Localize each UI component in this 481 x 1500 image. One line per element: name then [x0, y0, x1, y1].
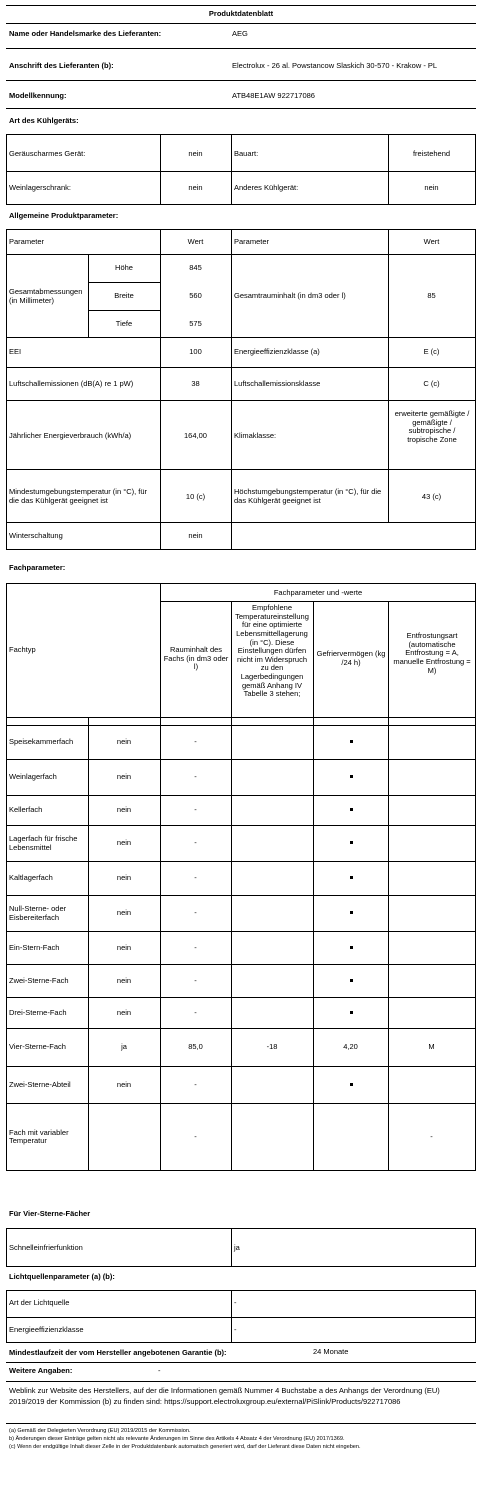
compartment-volume: - — [194, 975, 197, 985]
col-value: Wert — [423, 237, 440, 246]
quick-freeze-value: ja — [234, 1243, 240, 1252]
winter-label: Winterschaltung — [9, 531, 63, 540]
compartment-volume: - — [194, 873, 197, 882]
type-value: nein — [188, 149, 203, 158]
col-temp: Empfohlene Temperatureinstellung für eine optimierte Lebensmittellagerung (in °C). Diese Einstellungen dürfen nicht im Widerspruch zu den Lagerbedingungen gemäß Anhang IV Tabelle 3 stehen; — [235, 603, 309, 699]
col-type: Fachtyp — [9, 645, 36, 654]
compartment-name: Drei-Sterne-Fach — [9, 1007, 67, 1017]
light-heading: Lichtquellenparameter (a) (b): — [9, 1272, 115, 1281]
compartment-volume: - — [194, 737, 197, 746]
type-value: freistehend — [412, 149, 451, 158]
bullet-marker — [350, 979, 353, 982]
compartment-volume: - — [194, 908, 197, 917]
dims-label: Gesamtabmessungen (in Millimeter) — [9, 287, 83, 305]
eei-label: EEI — [9, 347, 22, 356]
page-title: Produktdatenblatt — [208, 9, 274, 18]
max-temp-value: 43 (c) — [421, 492, 442, 501]
light-class-label: Energieeffizienzklasse — [9, 1325, 84, 1334]
compartment-present: ja — [121, 1042, 127, 1051]
model-value: ATB48E1AW 922717086 — [232, 91, 315, 100]
compartment-present: nein — [116, 908, 132, 917]
bullet-marker — [350, 808, 353, 811]
col-volume: Rauminhalt des Fachs (in dm3 oder l) — [163, 645, 229, 672]
bullet-marker — [350, 876, 353, 879]
noise-label: Luftschallemissionen (dB(A) re 1 pW) — [9, 379, 134, 388]
quick-freeze-label: Schnelleinfrierfunktion — [9, 1243, 83, 1252]
compartment-present: nein — [116, 1007, 132, 1017]
energy-class-value: E (c) — [423, 347, 440, 356]
compartment-group-header: Fachparameter und -werte — [273, 588, 363, 597]
compartment-name: Vier-Sterne-Fach — [9, 1042, 66, 1051]
light-type-value: - — [234, 1298, 237, 1307]
type-value: nein — [424, 183, 439, 192]
compartment-present: nein — [116, 975, 132, 985]
compartment-defrost: M — [428, 1042, 435, 1051]
footnote: (c) Wenn der endgültige Inhalt dieser Zelle in der Produktdatenbank automatisch generiert wird, darf der Lieferant diese Daten nicht eingeben. — [9, 1444, 361, 1450]
compartment-volume: - — [194, 1007, 197, 1017]
four-star-heading: Für Vier-Sterne-Fächer — [9, 1209, 91, 1218]
dim-name: Breite — [114, 291, 134, 300]
compartment-name: Zwei-Sterne-Abteil — [9, 1079, 71, 1089]
dim-name: Höhe — [115, 263, 133, 272]
dim-value: 560 — [189, 291, 202, 300]
footnote: (a) Gemäß der Delegierten Verordnung (EU) 2019/2015 der Kommission. — [9, 1428, 191, 1434]
warranty-value: 24 Monate — [313, 1347, 349, 1356]
compartment-name: Speisekammerfach — [9, 737, 74, 746]
col-param: Parameter — [9, 237, 45, 246]
type-label: Weinlagerschrank: — [9, 183, 71, 192]
bullet-marker — [350, 946, 353, 949]
winter-value: nein — [188, 531, 203, 540]
energy-class-label: Energieeffizienzklasse (a) — [234, 347, 320, 356]
compartment-name: Zwei-Sterne-Fach — [9, 975, 69, 985]
supplier-address-value: Electrolux - 26 al. Powstancow Slaskich 30-570 - Krakow - PL — [232, 61, 438, 70]
noise-class-value: C (c) — [423, 379, 440, 388]
eei-value: 100 — [189, 347, 202, 356]
compartment-name: Ein-Stern-Fach — [9, 942, 60, 952]
compartment-temp: -18 — [266, 1042, 278, 1051]
bullet-marker — [350, 841, 353, 844]
max-temp-label: Höchstumgebungstemperatur (in °C), für die das Kühlgerät geeignet ist — [234, 487, 382, 505]
dim-value: 575 — [189, 319, 202, 328]
compartment-name: Fach mit variabler Temperatur — [9, 1127, 69, 1146]
type-label: Geräuscharmes Gerät: — [9, 149, 86, 158]
warranty-label: Mindestlaufzeit der vom Hersteller angebotenen Garantie (b): — [9, 1348, 227, 1357]
compartment-present: nein — [116, 873, 132, 882]
bullet-marker — [350, 1083, 353, 1086]
col-value: Wert — [187, 237, 204, 246]
compartment-volume: - — [194, 1079, 197, 1089]
compartment-volume: - — [194, 772, 197, 781]
footnote: b) Änderungen dieser Einträge gelten nicht als relevante Änderungen im Sinne des Artikels 4 Absatz 4 der Verordnung (EU) 2017/1369. — [9, 1436, 345, 1442]
type-heading: Art des Kühlgeräts: — [9, 116, 79, 125]
climate-value: erweiterte gemäßigte / gemäßigte / subtropische / tropische Zone — [394, 409, 470, 444]
noise-class-label: Luftschallemissionsklasse — [234, 379, 321, 388]
more-info-value: - — [158, 1366, 161, 1375]
climate-label: Klimaklasse: — [234, 431, 277, 440]
compartment-present: nein — [116, 772, 132, 781]
bullet-marker — [350, 775, 353, 778]
light-type-label: Art der Lichtquelle — [9, 1298, 70, 1307]
compartment-volume: - — [194, 942, 197, 952]
bullet-marker — [350, 1011, 353, 1014]
compartment-volume: 85,0 — [188, 1042, 203, 1051]
compartment-volume: - — [194, 1131, 197, 1141]
bullet-marker — [350, 911, 353, 914]
compartment-name: Null-Sterne- oder Eisbereiterfach — [9, 904, 67, 922]
annual-energy-label: Jährlicher Energieverbrauch (kWh/a) — [9, 431, 132, 440]
dim-value: 845 — [189, 263, 202, 272]
model-label: Modellkennung: — [9, 91, 67, 100]
type-label: Anderes Kühlgerät: — [234, 183, 299, 192]
supplier-name-value: AEG — [232, 29, 248, 38]
col-freeze: Gefriervermögen (kg /24 h) — [316, 649, 386, 667]
col-defrost: Entfrostungsart (automatische Entfrostung = A, manuelle Entfrostung = M) — [393, 631, 471, 675]
min-temp-value: 10 (c) — [185, 492, 206, 501]
light-class-value: - — [234, 1325, 237, 1334]
type-label: Bauart: — [234, 149, 259, 158]
compartment-present: nein — [116, 737, 132, 746]
general-heading: Allgemeine Produktparameter: — [9, 211, 119, 220]
compartment-volume: - — [194, 838, 197, 847]
compartment-present: nein — [116, 838, 132, 847]
col-param: Parameter — [234, 237, 270, 246]
compartment-defrost: - — [430, 1131, 433, 1141]
min-temp-label: Mindestumgebungstemperatur (in °C), für die das Kühlgerät geeignet ist — [9, 487, 148, 505]
compartment-name: Weinlagerfach — [9, 772, 57, 781]
annual-energy-value: 164,00 — [184, 431, 207, 440]
supplier-address-label: Anschrift des Lieferanten (b): — [9, 61, 114, 70]
more-info-label: Weitere Angaben: — [9, 1366, 73, 1375]
compartment-volume: - — [194, 805, 197, 814]
compartment-freeze: 4,20 — [343, 1042, 358, 1051]
compartment-name: Lagerfach für frische Lebensmittel — [9, 834, 78, 852]
compartment-present: nein — [116, 1079, 132, 1089]
volume-label: Gesamtrauminhalt (in dm3 oder l) — [234, 291, 346, 300]
bullet-marker — [350, 740, 353, 743]
supplier-name-label: Name oder Handelsmarke des Lieferanten: — [9, 29, 162, 38]
volume-value: 85 — [427, 291, 436, 300]
compartment-name: Kaltlagerfach — [9, 873, 53, 882]
compartment-present: nein — [116, 942, 132, 952]
type-value: nein — [188, 183, 203, 192]
manufacturer-weblink: Weblink zur Website des Herstellers, auf der die Informationen gemäß Nummer 4 Buchstabe a des Anhangs der Verordnung (EU) 2019/2019 der Kommission (b) zu finden sind: https://support.electroluxgroup.eu/external/PiSlink/Products/922717086 — [9, 1386, 440, 1406]
compartments-heading: Fachparameter: — [9, 563, 66, 572]
dim-name: Tiefe — [115, 319, 133, 328]
compartment-name: Kellerfach — [9, 805, 43, 814]
noise-value: 38 — [191, 379, 200, 388]
compartment-present: nein — [116, 805, 132, 814]
